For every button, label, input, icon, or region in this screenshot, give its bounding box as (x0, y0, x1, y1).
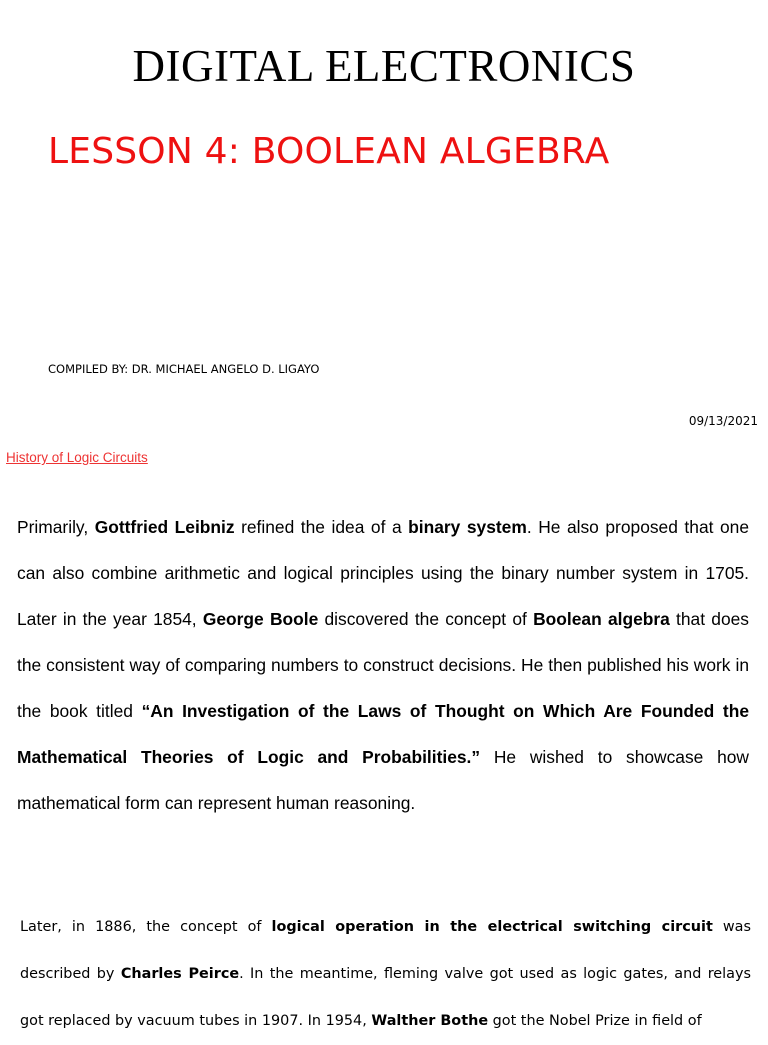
text-run: got the Nobel Prize in field of (488, 1013, 702, 1029)
paragraph-leibniz-boole (17, 504, 749, 826)
bold-run: logical operation in the electrical switching circuit (271, 919, 713, 935)
compiled-by: COMPILED BY: DR. MICHAEL ANGELO D. LIGAYO (48, 362, 320, 376)
bold-run: Gottfried Leibniz (94, 517, 235, 537)
bold-run: Charles Peirce (120, 966, 240, 982)
document-date: 09/13/2021 (688, 414, 758, 428)
text-run: was described by (20, 919, 752, 982)
text-run: discovered the concept of (318, 609, 534, 629)
text-run: Primarily, (17, 517, 95, 537)
bold-run: Boolean algebra (533, 609, 670, 629)
history-link[interactable]: History of Logic Circuits (6, 450, 148, 465)
text-run: refined the idea of a (234, 517, 409, 537)
bold-run: Walther Bothe (371, 1013, 489, 1029)
text-run: He wished to showcase how mathematical form can represent human reasoning. (17, 747, 749, 813)
text-run: . In the meantime, fleming valve got used as logic gates, and relays got replaced by vacuum tubes in 1907. In 1954, (20, 966, 751, 1029)
lesson-title: LESSON 4: BOOLEAN ALGEBRA (48, 131, 610, 172)
bold-run: George Boole (202, 609, 319, 629)
bold-run: “An Investigation of the Laws of Thought on Which Are Founded the Mathematical Theories of Logic and Probabilities.” (17, 701, 749, 767)
document-title: DIGITAL ELECTRONICS (132, 41, 636, 91)
text-run: . He also proposed that one can also combine arithmetic and logical principles using the binary number system in 1705. Later in the year 1854, (17, 517, 749, 629)
bold-run: binary system (408, 517, 527, 537)
text-run: that does the consistent way of comparing numbers to construct decisions. He then published his work in the book titled (17, 609, 749, 721)
text-run: Later, in 1886, the concept of (20, 919, 272, 935)
